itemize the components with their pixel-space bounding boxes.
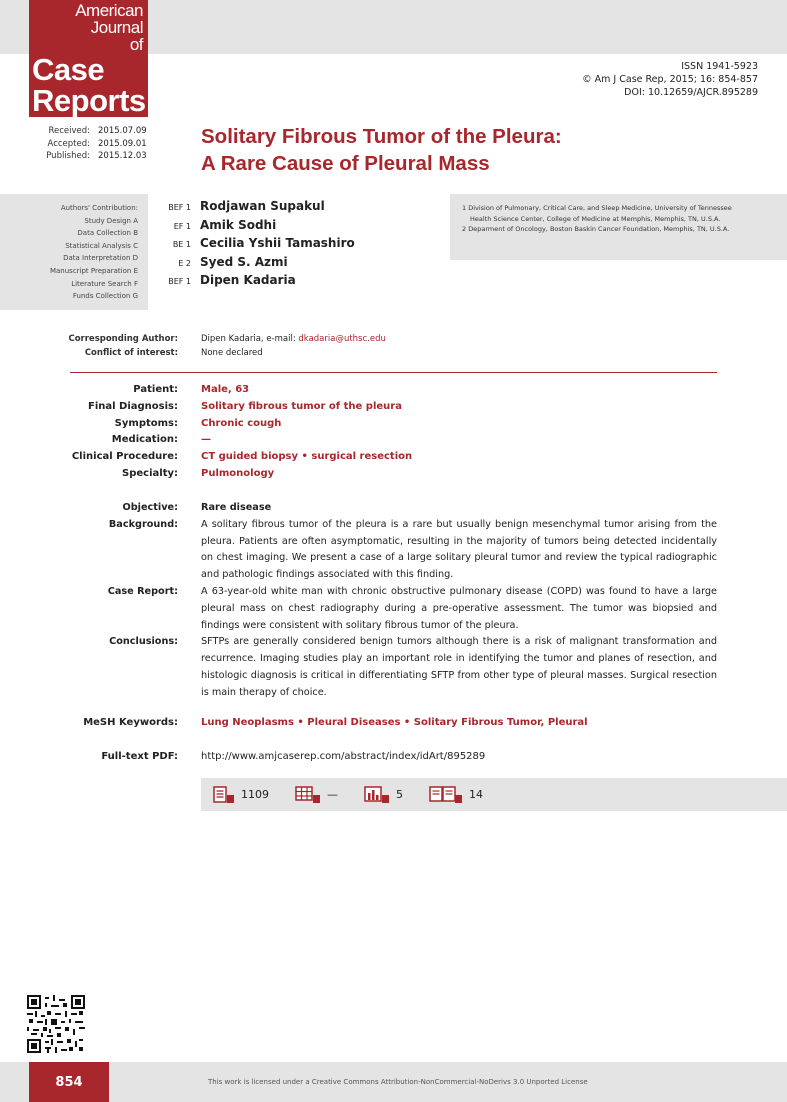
table-count: — bbox=[295, 786, 338, 804]
author-contribution-legend: Authors' Contribution: Study Design A Data Collection B Statistical Analysis C Data Interpretation D Manuscript Preparation E Literature Search F Funds Collection G bbox=[49, 204, 138, 301]
doi: DOI: 10.12659/AJCR.895289 bbox=[624, 87, 758, 98]
citation: © Am J Case Rep, 2015; 16: 854-857 bbox=[582, 74, 758, 85]
abstract: Objective: Rare disease Background: A solitary fibrous tumor of the pleura is a rare but usually benign mesenchymal tumor arising from the pleura. Patients are often asymptomatic, resulting in the majority of tumors being detected incidentally on chest imaging. We present a case of a large solitary pleural tumor and review the typical radiographic and pathologic findings associated with this finding. Case Report: A 63-year-old white man with chronic obstructive pulmonary disease (COPD) was found to have a large pleural mass on chest radiography during a pre-operative assessment. The tumor was biopsied and findings were consistent with solitary fibrous tumor of the pleura. Conclusions: SFTPs are generally considered benign tumors although there is a risk of malignant transformation and recurrence. Imaging studies play an important role in identifying the tumor and planes of resection, and histologic diagnosis is critical in differentiating SFTP from other type of pleural masses. Surgical resection is main therapy of choice. bbox=[107, 502, 717, 698]
author-row: BE 1 Cecilia Yshii Tamashiro bbox=[172, 236, 355, 250]
full-text-pdf: Full-text PDF: http://www.amjcaserep.com/abstract/index/idArt/895289 bbox=[30, 749, 485, 765]
qr-code bbox=[27, 995, 85, 1053]
author-row: BEF 1 Rodjawan Supakul bbox=[168, 199, 325, 213]
journal-logo: American Journal of Case Reports bbox=[29, 0, 148, 117]
email-link[interactable]: dkadaria@uthsc.edu bbox=[298, 334, 386, 344]
publication-dates: Received: 2015.07.09 Accepted: 2015.09.01 Published: 2015.12.03 bbox=[46, 126, 147, 161]
mesh-keywords: MeSH Keywords: Lung Neoplasms • Pleural Diseases • Solitary Fibrous Tumor, Pleural bbox=[83, 717, 588, 728]
affiliations: 1 Division of Pulmonary, Critical Care, and Sleep Medicine, University of Tennessee Health Science Center, College of Medicine at Memphis, Memphis, TN, U.S.A. 2 Deparment of Oncology, Boston Baskin Cancer Foundation, Memphis, TN, U.S.A. bbox=[450, 194, 787, 260]
case-metadata: Patient: Male, 63 Final Diagnosis: Solitary fibrous tumor of the pleura Symptoms: Chronic cough Medication: — Clinical Procedure: CT guided biopsy • surgical resection Specialty: Pulmonology bbox=[71, 384, 413, 479]
figure-count: 5 bbox=[364, 786, 403, 804]
bar-chart-icon bbox=[364, 786, 390, 804]
author-row: E 2 Syed S. Azmi bbox=[178, 254, 288, 269]
citation-block bbox=[582, 60, 758, 99]
author-list bbox=[150, 198, 355, 291]
table-icon bbox=[295, 786, 321, 804]
pdf-link[interactable]: http://www.amjcaserep.com/abstract/index/idArt/895289 bbox=[201, 751, 486, 762]
divider bbox=[70, 372, 717, 373]
license-text: This work is licensed under a Creative Commons Attribution-NonCommercial-NoDerivs 3.0 Unported License bbox=[208, 1078, 588, 1086]
article-title: Solitary Fibrous Tumor of the Pleura: A Rare Cause of Pleural Mass bbox=[201, 125, 562, 175]
correspondence-block: Corresponding Author: Dipen Kadaria, e-mail: dkadaria@uthsc.edu Conflict of interest: None declared bbox=[68, 334, 386, 358]
article-stats-bar bbox=[201, 778, 787, 811]
reference-count: 14 bbox=[429, 786, 483, 804]
references-icon bbox=[429, 786, 463, 804]
word-count: 1109 bbox=[213, 786, 269, 804]
document-icon bbox=[213, 786, 235, 804]
author-row: EF 1 Amik Sodhi bbox=[173, 217, 277, 232]
author-row: BEF 1 Dipen Kadaria bbox=[168, 273, 296, 287]
issn: ISSN 1941-5923 bbox=[681, 61, 758, 72]
page-number: 854 bbox=[29, 1062, 109, 1102]
